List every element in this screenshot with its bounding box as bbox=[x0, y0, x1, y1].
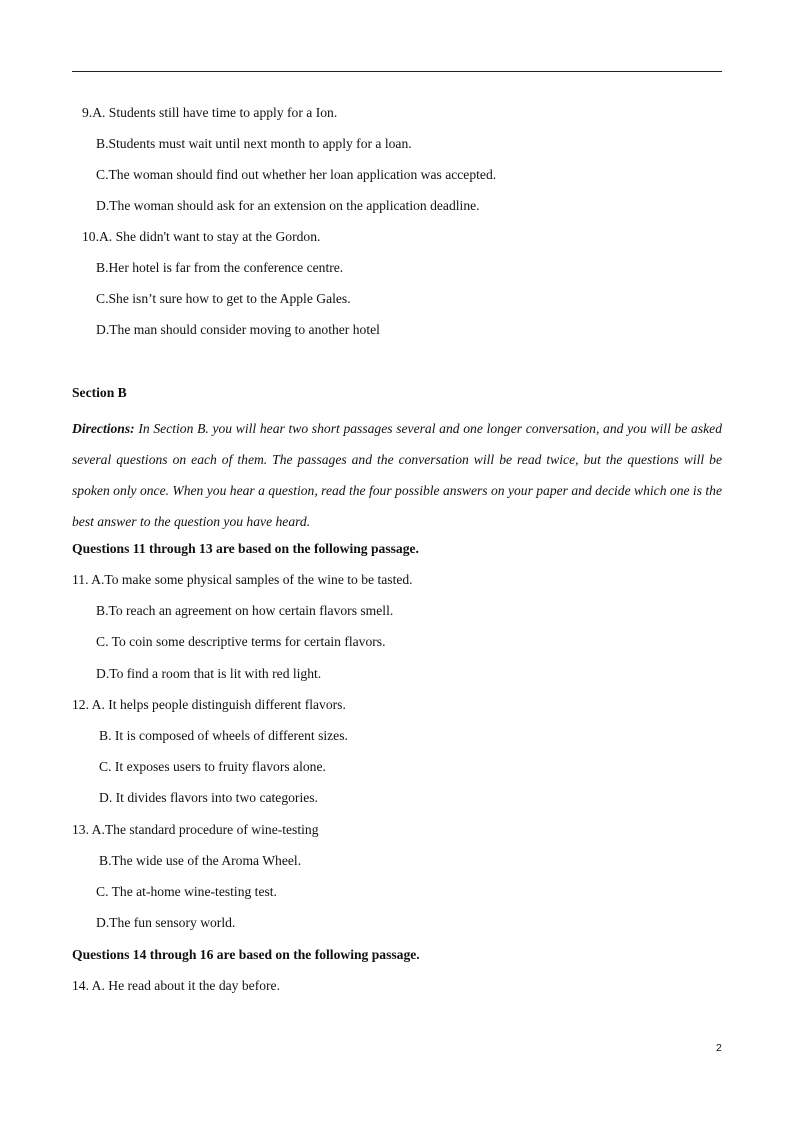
section-b-heading: Section B bbox=[72, 385, 127, 400]
directions-label: Directions: bbox=[72, 421, 135, 436]
questions-14-16-heading: Questions 14 through 16 are based on the following passage. bbox=[72, 947, 420, 962]
q12-option-a: 12. A. It helps people distinguish different flavors. bbox=[72, 697, 346, 712]
page-number: 2 bbox=[716, 1042, 722, 1054]
questions-11-13-heading: Questions 11 through 13 are based on the following passage. bbox=[72, 541, 419, 556]
q13-option-c: C. The at-home wine-testing test. bbox=[96, 884, 277, 899]
q13-option-b: B.The wide use of the Aroma Wheel. bbox=[99, 853, 302, 868]
q11-option-d: D.To find a room that is lit with red light. bbox=[96, 666, 322, 681]
q9-option-c: C.The woman should find out whether her loan application was accepted. bbox=[96, 167, 497, 182]
q13-option-d: D.The fun sensory world. bbox=[96, 915, 236, 930]
header-rule bbox=[72, 71, 722, 72]
q11-option-a: 11. A.To make some physical samples of the wine to be tasted. bbox=[72, 572, 413, 587]
q13-option-a: 13. A.The standard procedure of wine-testing bbox=[72, 822, 319, 837]
directions-text: In Section B. you will hear two short passages several and one longer conversation, and you will be asked several questions on each of them. The passages and the conversation will be read twice, but the questions will be spoken only once. When you hear a question, read the four possible answers on your paper and decide which one is the best answer to the question you have heard. bbox=[72, 421, 722, 529]
q9-option-d: D.The woman should ask for an extension on the application deadline. bbox=[96, 198, 480, 213]
q12-option-c: C. It exposes users to fruity flavors alone. bbox=[99, 759, 326, 774]
q10-option-c: C.She isn’t sure how to get to the Apple Gales. bbox=[96, 291, 351, 306]
q10-option-a: 10.A. She didn't want to stay at the Gordon. bbox=[82, 229, 321, 244]
q10-option-b: B.Her hotel is far from the conference centre. bbox=[96, 260, 344, 275]
q11-option-b: B.To reach an agreement on how certain flavors smell. bbox=[96, 603, 394, 618]
q12-option-d: D. It divides flavors into two categories. bbox=[99, 790, 318, 805]
q10-option-d: D.The man should consider moving to another hotel bbox=[96, 322, 380, 337]
q9-option-a: 9.A. Students still have time to apply for a Ion. bbox=[82, 105, 338, 120]
q9-option-b: B.Students must wait until next month to apply for a loan. bbox=[96, 136, 412, 151]
q14-option-a: 14. A. He read about it the day before. bbox=[72, 978, 280, 993]
section-b-directions bbox=[72, 413, 722, 537]
q11-option-c: C. To coin some descriptive terms for certain flavors. bbox=[96, 634, 386, 649]
q12-option-b: B. It is composed of wheels of different sizes. bbox=[99, 728, 348, 743]
